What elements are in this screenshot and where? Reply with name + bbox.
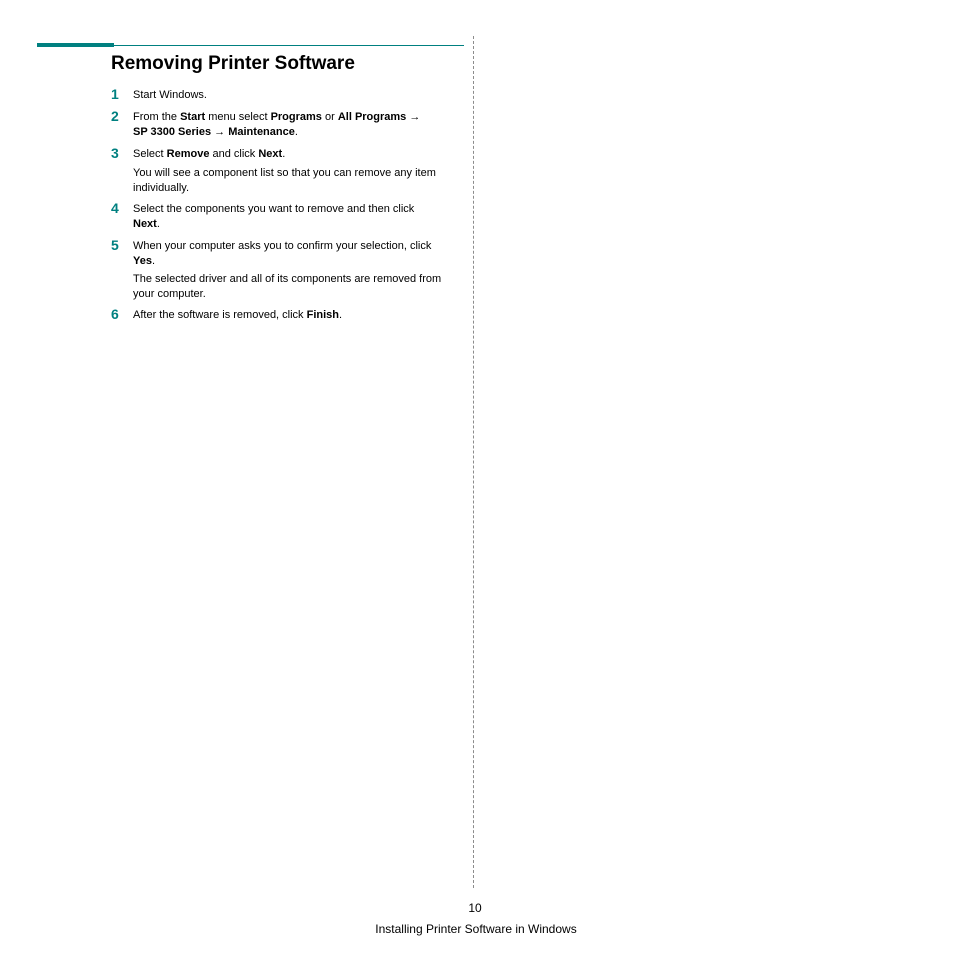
arrow-right-icon: → [406, 111, 421, 123]
menu-start: Start [180, 111, 206, 123]
step-number-1: 1 [111, 86, 119, 102]
step-1-text: Start Windows. [133, 89, 207, 101]
step-2-text: From the Start menu select Programs or All Programs → SP 3300 Series → Maintenance. [133, 111, 421, 138]
step-number-3: 3 [111, 145, 119, 161]
step-number-6: 6 [111, 306, 119, 322]
step-number-5: 5 [111, 237, 119, 253]
button-finish: Finish [306, 309, 340, 321]
step-4-text: Select the components you want to remove and then click Next. [133, 203, 415, 230]
button-next: Next [133, 217, 157, 230]
menu-programs: Programs [270, 111, 322, 123]
step-number-2: 2 [111, 108, 119, 124]
step-number-4: 4 [111, 200, 119, 216]
footer-chapter-title: Installing Printer Software in Windows [375, 922, 577, 936]
step-6-text: After the software is removed, click Finish. [133, 309, 343, 321]
menu-maintenance: Maintenance [228, 125, 295, 138]
arrow-right-icon: → [211, 125, 229, 138]
button-yes: Yes [133, 254, 152, 267]
page-number: 10 [468, 901, 482, 915]
button-next: Next [258, 148, 283, 160]
header-accent-bar [37, 43, 114, 47]
header-rule [114, 45, 464, 46]
step-3-note: You will see a component list so that you can remove any item individually. [133, 167, 436, 194]
step-5-note: The selected driver and all of its components are removed from your computer. [133, 273, 442, 300]
menu-sp-3300-series: SP 3300 Series [133, 125, 212, 138]
step-3-text: Select Remove and click Next. [133, 148, 286, 160]
menu-all-programs: All Programs [337, 111, 407, 123]
step-5-text: When your computer asks you to confirm your selection, click Yes. [133, 240, 432, 267]
column-divider [473, 36, 474, 888]
section-title: Removing Printer Software [111, 53, 355, 74]
option-remove: Remove [166, 148, 210, 160]
